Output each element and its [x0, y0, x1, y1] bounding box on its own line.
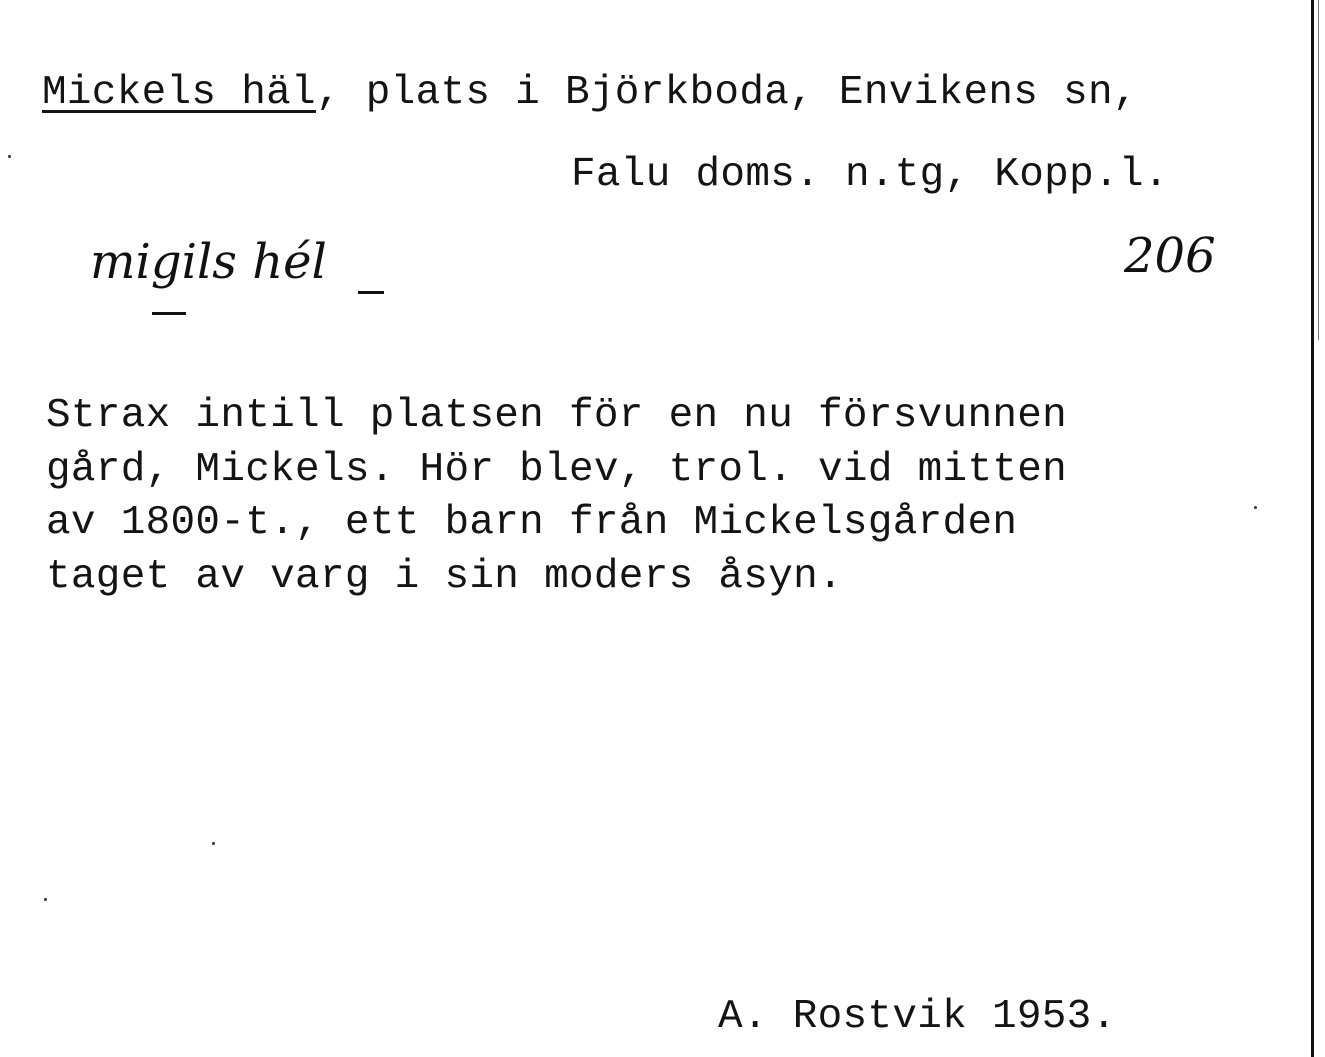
- scan-speck: [44, 898, 47, 901]
- body-line-2: gård, Mickels. Hör blev, trol. vid mitten: [46, 447, 1068, 493]
- body-line-4: taget av varg i sin moders åsyn.: [46, 554, 843, 600]
- scan-speck: [1254, 506, 1257, 509]
- header-line: [42, 70, 1138, 116]
- phonetic-underline-1: [152, 312, 186, 315]
- phonetic-underline-2: [358, 291, 384, 294]
- body-line-3: av 1800-t., ett barn från Mickelsgården: [46, 500, 1018, 546]
- card-edge-shadow: [1318, 0, 1319, 340]
- headword: Mickels häl: [42, 70, 316, 116]
- body-line-1: Strax intill platsen för en nu försvunnen: [46, 393, 1068, 439]
- signature: A. Rostvik 1953.: [718, 994, 1117, 1040]
- card-right-edge: [1311, 0, 1314, 1057]
- phonetic-transcription: migils hél: [90, 234, 327, 290]
- scan-speck: [8, 155, 11, 158]
- scan-speck: [212, 842, 215, 845]
- header-rest: , plats i Björkboda, Envikens sn,: [315, 70, 1138, 116]
- card-number: 206: [1124, 228, 1216, 284]
- source-line: Falu doms. n.tg, Kopp.l.: [571, 152, 1169, 198]
